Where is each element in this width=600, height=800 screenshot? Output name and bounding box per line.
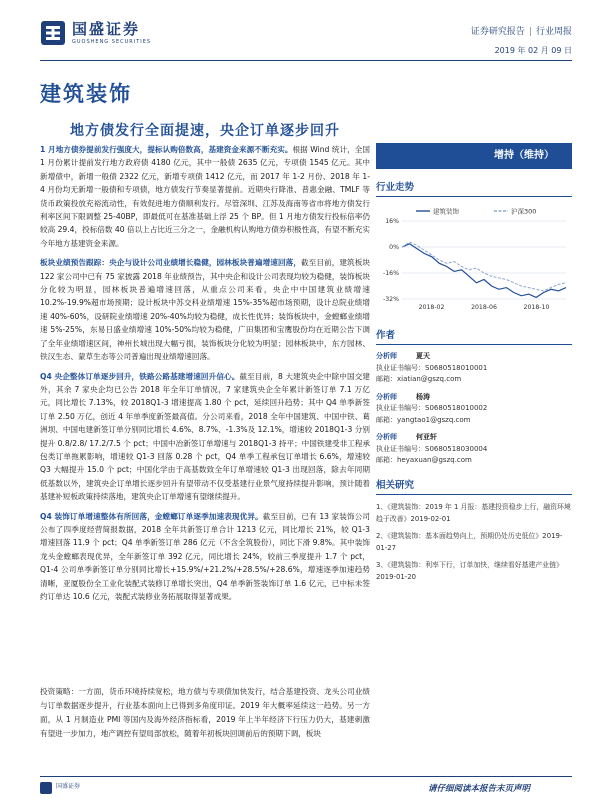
cert-number: S0680518010002 (425, 404, 488, 412)
footer-disclaimer: 请仔细阅读本报告末页声明 (427, 784, 530, 794)
related-section-title: 相关研究 (376, 477, 572, 495)
cert-label: 执业证书编号： (376, 363, 425, 372)
company-name-en: GUOSHENG SECURITIES (72, 39, 152, 45)
company-logo (40, 20, 151, 46)
trend-section-title: 行业走势 (376, 179, 572, 197)
rating-badge: 增持（维持） (376, 143, 572, 169)
investment-strategy: 投资策略：一方面，货币环境持续宽松，地方债与专项债加快发行，结合基建投资、龙头公司业绩与订单数据逐步提升，行业基本面向上已得到多角度印证。2019 年大概率延续这一趋势。另一方面，从 1 月制造业 PMI 等国内及海外经济指标看，2019 年上半年经济下行压力仍大，基建刺激有望进一步加力，地产调控有望局部放松，随着年初板块回调前后的预期下调，板块 (40, 687, 370, 738)
x-tick-label: 2018-02 (418, 304, 445, 311)
cert-number: S0680518010001 (425, 363, 488, 372)
paragraph-lead: Q4 央企整体订单逐步回升，铁路公路基建增速回升信心。 (40, 371, 240, 381)
email-label: 邮箱： (376, 415, 397, 424)
email-label: 邮箱： (376, 456, 397, 464)
x-tick-label: 2018-10 (523, 304, 550, 311)
industry-title: 建筑装饰 (40, 82, 132, 106)
report-headline: 地方债发行全面提速，央企订单逐步回升 (70, 123, 340, 139)
author-name: 何亚轩 (416, 433, 437, 441)
author-list (376, 351, 572, 467)
paragraph (40, 143, 370, 250)
paragraph-lead: 板块业绩预告跟踪：央企与设计公司业绩增长稳健，园林板块普遍增速回落， (40, 258, 301, 268)
related-report-link[interactable]: 3、《建筑装饰：利率下行，订单加快，继续看好基建产业链》2019-01-20 (376, 560, 563, 581)
cert-number: S0680518030004 (425, 444, 488, 453)
author-email[interactable]: yangtao1@gszq.com (397, 415, 471, 424)
main-body (40, 143, 370, 609)
author-role: 分析师 (376, 433, 397, 441)
footer-company: 国盛证券 (56, 783, 81, 790)
paragraph-lead: 1 月地方债券提前发行强度大，提标认购倍数高，基建资金来源不断充实。 (40, 145, 293, 154)
author-card (376, 351, 572, 386)
report-header (0, 0, 600, 72)
paragraph-body: 截至目前，8 大建筑央企中除中国交建外，其余 7 家央企均已公告 2018 年全年订单情况，7 家建筑央企全年累计新签订单 7.1 万亿元，同比增长 7.13%，较 2018Q1-3 增速提高 1.80 个 pct，延续回升趋势；其中 Q4 单季新签订单 2.50 万亿，创近 4 年单季度新签最高值。分公司来看，2018 全年中国建筑、中国中铁、葛洲坝、中国电建新签订单分别同比增长 4.6%、8.7%、-1.3%及 12.1%，增速较 2018Q1-3 分别提升 0.8/2.8/ 17.2/7.5 个 pct；中国中冶新签订单增速与 2018Q1-3 持平；中国铁建受非工程承包类订单拖累影响，增速较 Q1-3 回落 0.28 个 pct，Q4 单季工程承包订单增长 6.6%，增速较 Q3 大幅提升 15.0 个 pct；中国化学由于高基数致全年订单增速较 Q1-3 出现回落，除去年同期低基数以外，建筑央企订单增长逐步回升有望带动不仅受基建行业景气度持续提升影响，预计随着基建补短板政策持续落地，建筑央企订单增速有望继续提升。 (40, 371, 371, 502)
paragraph-body: 根据 Wind 统计，全国 1 月份累计提前发行地方政府债 4180 亿元，其中一般债 2635 亿元，专项债 1545 亿元。其中新增债中，新增一般债 2322 亿元，新增专项债 1412 亿元，而 2017 年 1-2 月份、2018 年 1-4 月份均无新增一般债和专项债，地方债发行节奏显著提前。近期央行降准、普惠金融、TMLF 等货币政策投放充裕流动性，有效促进地方债顺利发行。尽管深圳、江苏及海南等省市将地方债发行利率区间下限调整 25-40BP，即最低可在基准基础上浮 25 个 BP。但 1 月地方债发行投标倍率仍较高 29.4，投标倍数 40 倍以上占比近三分之一，金融机构认购地方债券积极性高，有望不断充实今年地方基建资金来源。 (40, 145, 370, 248)
paragraph (40, 256, 370, 363)
author-email[interactable]: heyaxuan@gszq.com (397, 456, 472, 464)
legend-label: 建筑装饰 (433, 207, 459, 216)
paragraph-body: 截至目前，已有 13 家装饰公司公布了四季度经营简报数据，2018 全年共新签订单合计 1213 亿元，同比增长 21%，较 Q1-3 增速回落 11.9 个 pct；Q4 单季新签订单 286 亿元（不含全筑股份），同比下滑 9.8%。其中装饰龙头金螳螂表现优异，全年新签订单 392 亿元，同比增长 24%，较前三季度提升 1.7 个 pct，Q1-4 公司单季新签订单分别同比增长+15.9%/+21.2%/+28.5%/+28.6%，增速逐季加速趋势清晰，亚厦股份全工业化装配式装修订单增长突出，Q4 单季新签装饰订单 1.6 亿元，已中标未签约订单达 10.6 亿元，装配式装修业务拓展取得显著成果。 (40, 511, 370, 601)
paragraph-lead: Q4 装饰订单增速整体有所回落，金螳螂订单逐季加速表现优异。 (40, 511, 263, 521)
logo-mark-icon (40, 20, 66, 46)
report-footer (0, 776, 600, 800)
x-tick-label: 2018-06 (471, 304, 497, 311)
trend-chart (376, 203, 572, 313)
sidebar (376, 143, 572, 588)
report-sub-label: 行业周报 (535, 27, 572, 37)
legend-label: 沪深300 (511, 207, 537, 216)
paragraph (40, 370, 370, 504)
company-name: 国盛证券 (72, 20, 141, 38)
report-type: 证券研究报告 | 行业周报 (470, 27, 572, 37)
footer-divider (40, 776, 572, 777)
author-name: 杨涛 (416, 392, 430, 401)
author-role: 分析师 (376, 392, 397, 401)
y-tick-label: -16% (383, 270, 399, 277)
author-card (376, 392, 572, 427)
footer-logo-icon (40, 782, 52, 794)
related-report-link[interactable]: 2、《建筑装饰：基本面趋势向上，预期仍处历史低位》2019-01-27 (376, 531, 563, 552)
paragraph (40, 510, 370, 604)
author-email[interactable]: xiatian@gszq.com (397, 375, 462, 383)
author-role: 分析师 (376, 352, 397, 360)
y-tick-label: 16% (385, 218, 399, 225)
paragraph-body: 截至目前，建筑板块 122 家公司中已有 75 家披露 2018 年业绩预告，其中央企和设计公司表现均较为稳健，装饰板块分化较为明显，园林板块普遍增速回落，从重点公司来看，央企中中国建筑业绩增速 10.2%-19.9%超市场预期；设计板块中苏交科业绩增速 15%-35%超市场预期，设计总院业绩增速 40%-60%，设研院业绩增速 20%-40%均较为稳健，成长性优异；装饰板块中，金螳螂业绩增速 5%-25%，东易日盛业绩增速 10%-50%均较为稳健，广田集团和宝鹰股份均在近期公告下调了全年业绩增速区间，神州长城出现大幅亏损，装饰板块分化较为明显；园林板块中，东方园林、铁汉生态、蒙草生态等公司普遍出现业绩增速回落。 (40, 258, 371, 362)
series-line (402, 242, 566, 291)
report-type-label: 证券研究报告 (470, 27, 525, 37)
cert-label: 执业证书编号： (376, 404, 425, 412)
email-label: 邮箱： (376, 375, 397, 383)
author-card (376, 432, 572, 467)
author-name: 夏天 (416, 352, 430, 360)
y-tick-label: 0% (389, 244, 399, 251)
cert-label: 执业证书编号： (376, 444, 425, 453)
report-date: 2019 年 02 月 09 日 (494, 46, 572, 55)
related-report-link[interactable]: 1、《建筑装饰：2019 年 1 月报：基建投资稳步上行，融资环境趋于改善》2019-02-01 (376, 502, 571, 523)
header-divider (40, 60, 572, 61)
related-list (376, 501, 572, 584)
y-tick-label: -32% (383, 296, 399, 303)
authors-section-title: 作者 (376, 327, 572, 345)
